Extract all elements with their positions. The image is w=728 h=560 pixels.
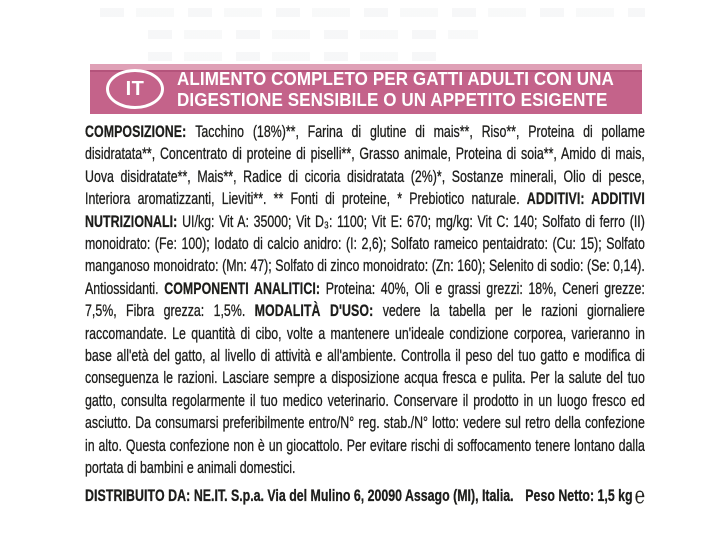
ghost-text-row xyxy=(100,8,645,17)
distributor-text xyxy=(85,485,514,507)
header-title-line1: ALIMENTO COMPLETO PER GATTI ADULTI CON UNA xyxy=(177,67,614,89)
ghost-text-row xyxy=(148,30,478,39)
language-badge-oval xyxy=(106,69,164,109)
header-title-line2: DIGESTIONE SENSIBILE O UN APPETITO ESIGENTE xyxy=(177,89,608,110)
footer-line xyxy=(85,482,645,507)
composition-paragraph: COMPOSIZIONE: Tacchino (18%)**, Farina di glutine di mais**, Riso**, Proteina di pollame disidratata**, Concentrato di proteine di piselli**, Grasso animale, Proteina di soia**, Amido di mais, Uova disidratate**, Mais**, Radice di cicoria disidratata (2%)*, Sostanze minerali, Olio di pesce, Interiora aromatizzanti, Lieviti**. ** Fonti di proteine, * Prebiotico naturale. ADDITIVI: ADDITIVI NUTRIZIONALI: UI/kg: Vit A: 35000; Vit D₃: 1100; Vit E: 670; mg/kg: Vit C: 140; Solfato di ferro (II) monoidrato: (Fe: 100); Iodato di calcio anidro: (I: 2,6); Solfato rameico pentaidrato: (Cu: 15); Solfato manganoso monoidrato: (Mn: 47); Solfato di zinco monoidrato: (Zn: 160); Selenito di sodio: (Se: 0,14). Antiossidanti. COMPONENTI ANALITICI: Proteina: 40%, Oli e grassi grezzi: 18%, Ceneri grezze: 7,5%, Fibra grezza: 1,5%. MODALITÀ D'USO: vedere la tabella per le razioni giornaliere raccomandate. Le quantità di cibo, volte a mantenere un'ideale condizione corporea, varieranno in base all'età del gatto, al livello di attività e all'ambiente. Controlla il peso del tuo gatto e modifica di conseguenza le razioni. Lasciare sempre a disposizione acqua fresca e pulita. Per la salute del tuo gatto, consulta regolarmente il tuo medico veterinario. Conservare il prodotto in un luogo fresco ed asciutto. Da consumarsi preferibilmente entro/N° reg. stab./N° lotto: vedere sul retro della confezione in alto. Questa confezione non è un giocattolo. Per evitare rischi di soffocamento tenere lontano dalla portata di bambini e animali domestici. xyxy=(85,122,645,478)
net-weight xyxy=(525,482,645,507)
estimated-sign-icon: ℮ xyxy=(634,481,645,508)
net-weight-label: Peso Netto: 1,5 kg xyxy=(525,485,633,505)
label-body-text xyxy=(85,121,645,507)
language-code-label: IT xyxy=(125,78,145,100)
distributor-address: NE.IT. S.p.a. Via del Mulino 6, 20090 Assago (MI), Italia. xyxy=(190,485,514,505)
distributor-label: DISTRIBUITO DA: xyxy=(85,485,191,505)
header-title xyxy=(177,68,614,111)
header-band xyxy=(90,64,642,114)
ghost-text-row xyxy=(148,52,448,61)
